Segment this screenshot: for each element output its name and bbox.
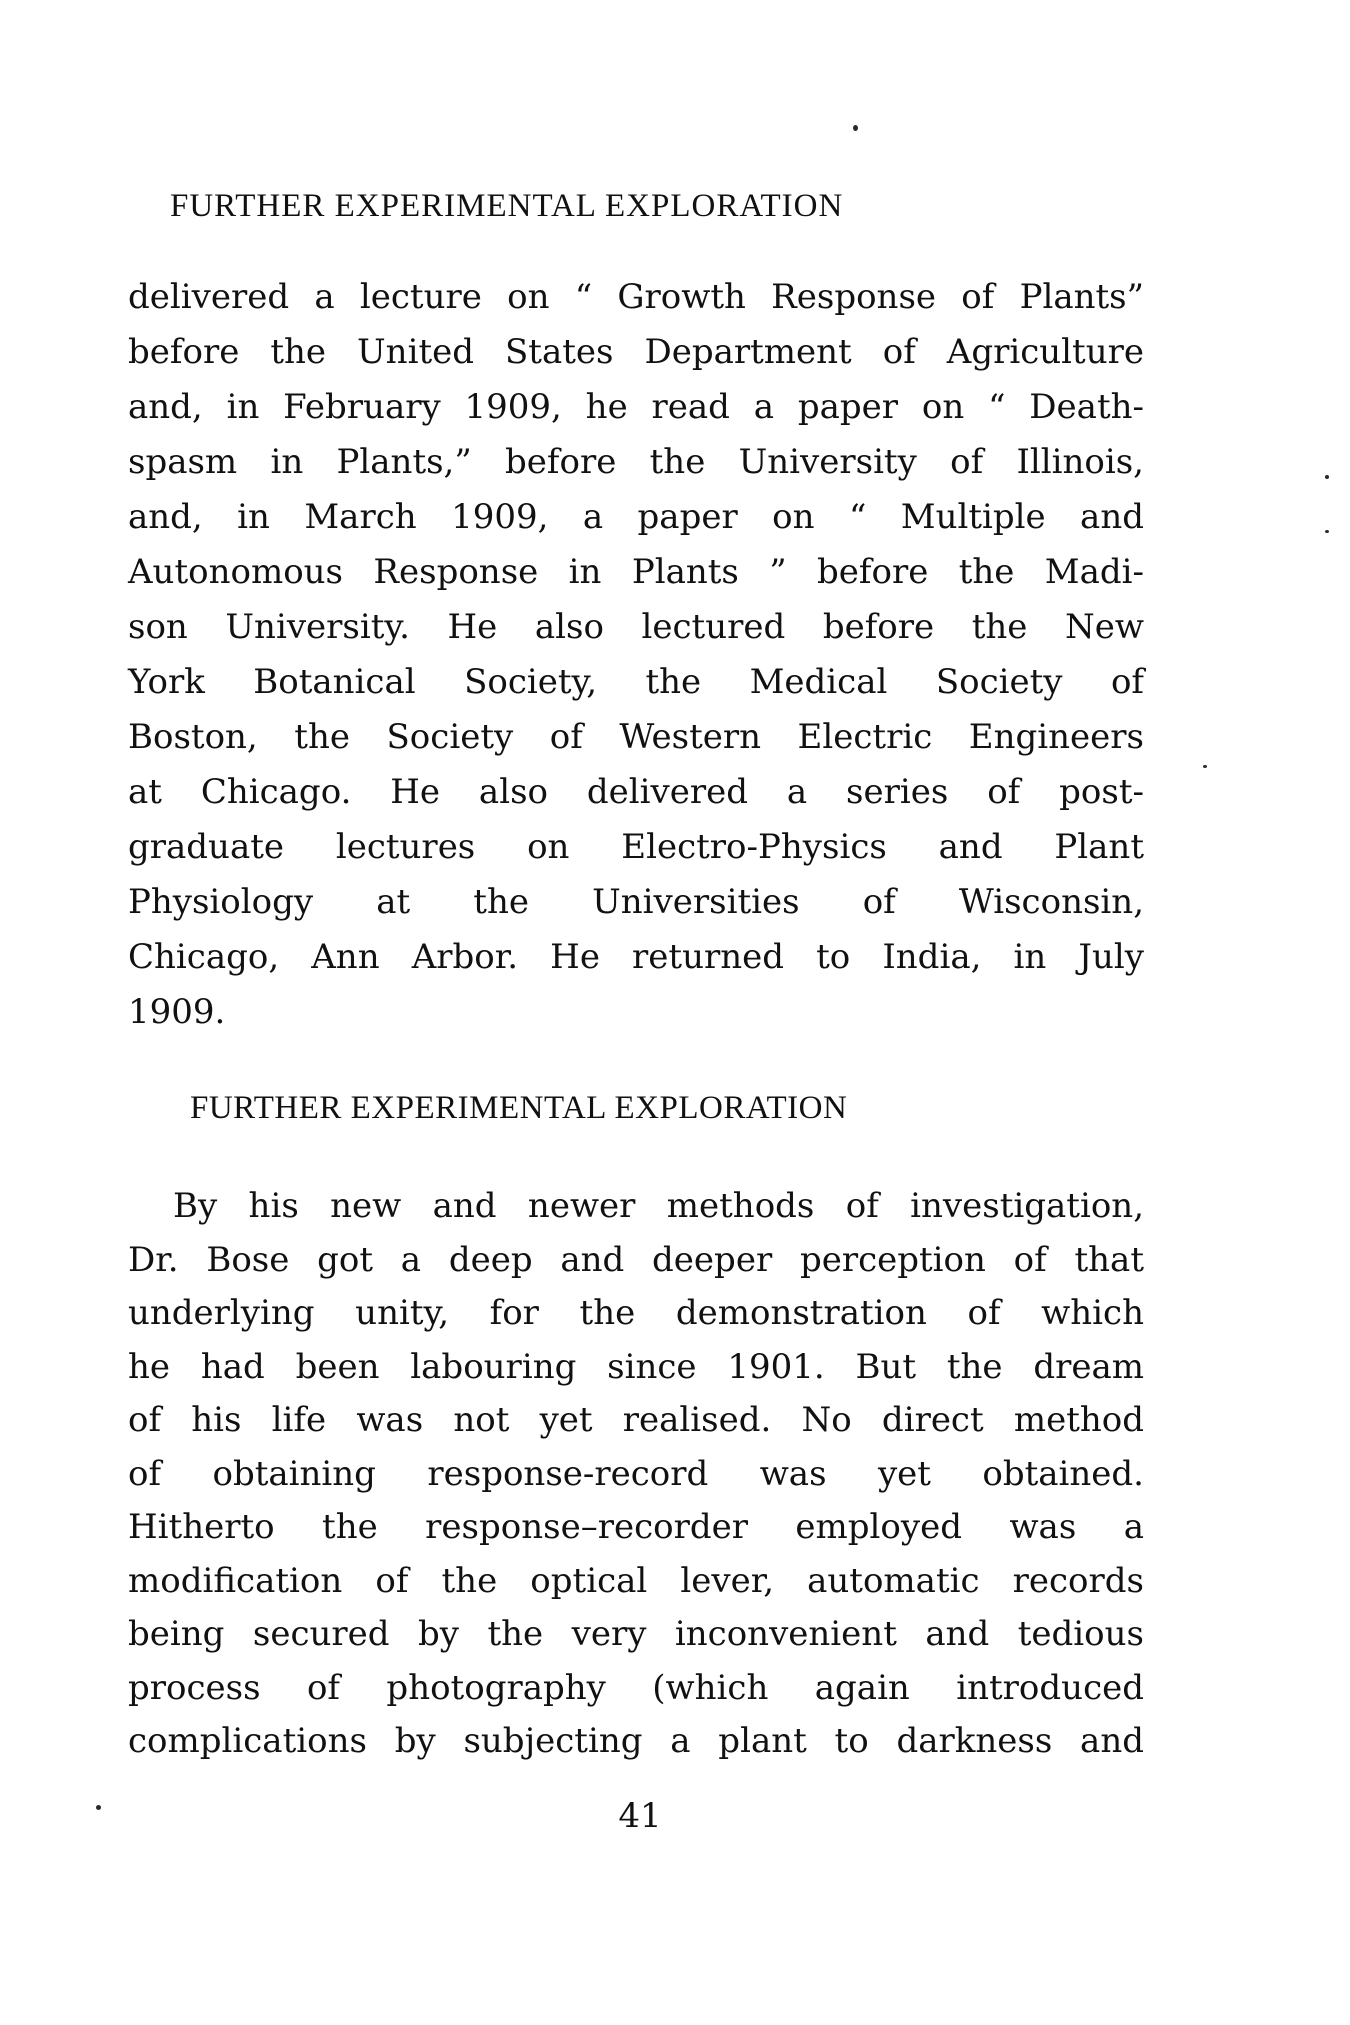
text-line: of obtaining response-record was yet obtained. (128, 1453, 1144, 1494)
ink-speck (96, 1805, 101, 1810)
text-line: process of photography (which again introduced (128, 1667, 1144, 1708)
text-line: York Botanical Society, the Medical Society of (128, 662, 1144, 702)
section-heading: FURTHER EXPERIMENTAL EXPLORATION (190, 1090, 848, 1126)
running-head: FURTHER EXPERIMENTAL EXPLORATION (170, 188, 844, 224)
text-line: before the United States Department of Agriculture (128, 332, 1144, 372)
ink-speck (1325, 530, 1329, 533)
text-line: Hitherto the response–recorder employed was a (128, 1507, 1144, 1547)
text-line: By his new and newer methods of investigation, (173, 1186, 1144, 1226)
paragraph-investigation (128, 1180, 1144, 1769)
text-line: Physiology at the Universities of Wisconsin, (128, 882, 1144, 922)
text-line: he had been labouring since 1901. But the dream (128, 1346, 1144, 1387)
text-line: son University. He also lectured before the New (128, 607, 1144, 647)
text-line: modification of the optical lever, automatic records (128, 1560, 1144, 1601)
text-line: and, in March 1909, a paper on “ Multiple and (128, 497, 1144, 537)
text-line: Dr. Bose got a deep and deeper perception of that (128, 1239, 1144, 1280)
text-line: and, in February 1909, he read a paper on “ Death- (128, 387, 1144, 427)
text-line: graduate lectures on Electro-Physics and Plant (128, 827, 1144, 867)
text-line: at Chicago. He also delivered a series of post- (128, 772, 1144, 812)
text-line: being secured by the very inconvenient and tedious (128, 1614, 1144, 1654)
text-line: spasm in Plants,” before the University of Illinois, (128, 442, 1144, 482)
text-line: complications by subjecting a plant to darkness and (128, 1721, 1144, 1761)
ink-speck (853, 125, 858, 131)
text-line: underlying unity, for the demonstration of which (128, 1293, 1144, 1333)
text-line: Chicago, Ann Arbor. He returned to India, in July (128, 937, 1144, 977)
text-line: Boston, the Society of Western Electric Engineers (128, 717, 1144, 757)
text-line: 1909. (128, 992, 226, 1032)
text-line: Autonomous Response in Plants ” before the Madi- (128, 552, 1144, 592)
page-number: 41 (618, 1796, 662, 1836)
text-line: of his life was not yet realised. No direct method (128, 1400, 1144, 1440)
paragraph-lecture-tour (128, 270, 1144, 1040)
text-line: delivered a lecture on “ Growth Response of Plants” (128, 277, 1144, 317)
ink-speck (1203, 765, 1207, 768)
ink-speck (1325, 475, 1329, 479)
